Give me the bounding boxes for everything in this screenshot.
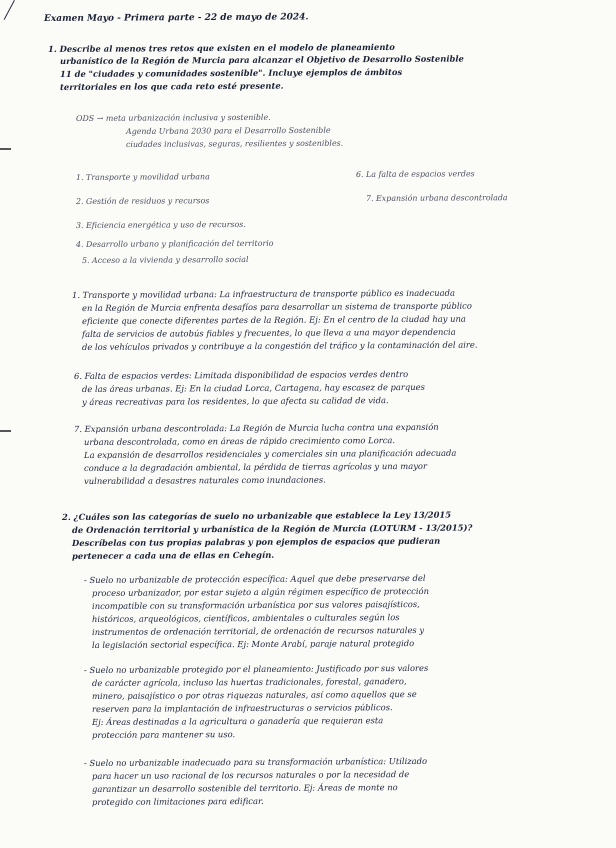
answer-paragraph-line: - Suelo no urbanizable protegido por el planeamiento: Justificado por sus valores: [83, 662, 429, 675]
challenge-list-item: 3. Eficiencia energética y uso de recursos.: [75, 219, 246, 230]
challenge-list-item: 7. Expansión urbana descontrolada: [365, 193, 508, 203]
answer-paragraph-line: de carácter agrícola, incluso las huertas tradicionales, forestal, ganadero,: [91, 676, 407, 688]
question-2-line: pertenecer a cada una de ellas en Cehegín.: [71, 549, 275, 561]
answer-paragraph-line: históricos, arqueológicos, científicos, ambientales o culturales según los: [91, 612, 400, 624]
answer-paragraph-line: conduce a la degradación ambiental, la pérdida de tierras agrícolas y una mayor: [83, 460, 427, 473]
answer-paragraph-line: falta de servicios de autobús fiables y frecuentes, lo que lleva a una mayor dependencia: [81, 326, 456, 339]
margin-pen-stroke: [4, 0, 28, 26]
challenge-list-item: 6. La falta de espacios verdes: [355, 169, 475, 179]
answer-paragraph-line: instrumentos de ordenación territorial, de ordenación de recursos naturales y: [91, 624, 425, 637]
question-2-line: Descríbelas con tus propias palabras y pon ejemplos de espacios que pudieran: [71, 535, 441, 548]
answer-paragraph-line: de los vehículos privados y contribuye a la congestión del tráfico y la contaminación del aire.: [81, 339, 478, 352]
answer-paragraph-line: de las áreas urbanas. Ej: En la ciudad Lorca, Cartagena, hay escasez de parques: [81, 381, 425, 394]
answer-paragraph-line: proceso urbanizador, por estar sujeto a algún régimen específico de protección: [91, 585, 430, 598]
answer-paragraph-line: incompatible con su transformación urbanística por sus valores paisajísticos,: [91, 598, 420, 611]
answer-paragraph-line: eficiente que conecte diferentes partes de la Región. Ej: En el centro de la ciudad hay una: [81, 313, 466, 326]
ods-note: ciudades inclusivas, seguras, resilientes y sostenibles.: [125, 138, 344, 149]
binding-hole-mark: [0, 430, 11, 432]
question-1-line: territoriales en los que cada reto esté presente.: [59, 80, 284, 92]
challenge-list-item: 1. Transporte y movilidad urbana: [75, 172, 210, 182]
answer-paragraph-line: para hacer un uso racional de los recursos naturales o por la necesidad de: [91, 769, 410, 781]
answer-paragraph-line: protección para mantener su uso.: [91, 729, 236, 740]
challenge-list-item: 2. Gestión de residuos y recursos: [75, 196, 210, 206]
answer-paragraph-line: 7. Expansión urbana descontrolada: La Región de Murcia lucha contra una expansión: [73, 421, 439, 434]
answer-paragraph-line: vulnerabilidad a desastres naturales como inundaciones.: [83, 474, 326, 486]
exam-header: Examen Mayo - Primera parte - 22 de mayo de 2024.: [43, 12, 309, 24]
question-1-line: 1. Describe al menos tres retos que existen en el modelo de planeamiento: [47, 41, 395, 54]
answer-paragraph-line: minero, paisajístico o por otras riquezas naturales, así como aquellos que se: [91, 689, 417, 701]
answer-paragraph-line: la legislación sectorial específica. Ej: Monte Arabí, paraje natural protegido: [91, 638, 415, 650]
answer-paragraph-line: - Suelo no urbanizable inadecuado para su transformación urbanística: Utilizado: [83, 755, 428, 768]
answer-paragraph-line: protegido con limitaciones para edificar.: [91, 795, 264, 807]
answer-paragraph-line: Ej: Áreas destinadas a la agricultura o ganadería que requieran esta: [91, 715, 384, 727]
answer-paragraph-line: 1. Transporte y movilidad urbana: La infraestructura de transporte público es inadecuada: [71, 287, 456, 300]
binding-hole-mark: [0, 148, 11, 150]
answer-paragraph-line: reserven para la implantación de infraestructuras o servicios públicos.: [91, 702, 393, 714]
answer-paragraph-line: - Suelo no urbanizable de protección específica: Aquel que debe preservarse del: [83, 572, 426, 585]
answer-paragraph-line: La expansión de desarrollos residenciales y comerciales sin una planificación adecuada: [83, 447, 457, 460]
answer-paragraph-line: garantizar un desarrollo sostenible del territorio. Ej: Áreas de monte no: [91, 782, 398, 794]
answer-paragraph-line: en la Región de Murcia enfrenta desafíos para desarrollar un sistema de transporte público: [81, 300, 472, 313]
answer-paragraph-line: urbana descontrolada, como en áreas de rápido crecimiento como Lorca.: [83, 435, 396, 447]
question-2-line: de Ordenación territorial y urbanística de la Región de Murcia (LOTURM - 13/2015)?: [71, 522, 473, 535]
question-2-line: 2. ¿Cuáles son las categorías de suelo no urbanizable que establece la Ley 13/2015: [61, 509, 452, 522]
ods-note: Agenda Urbana 2030 para el Desarrollo Sostenible: [125, 125, 331, 136]
ods-note: ODS → meta urbanización inclusiva y sostenible.: [75, 112, 271, 123]
answer-paragraph-line: y áreas recreativas para los residentes, lo que afecta su calidad de vida.: [81, 395, 389, 407]
answer-paragraph-line: 6. Falta de espacios verdes: Limitada disponibilidad de espacios verdes dentro: [73, 368, 409, 381]
challenge-list-item: 5. Acceso a la vivienda y desarrollo social: [81, 254, 249, 265]
challenge-list-item: 4. Desarrollo urbano y planificación del territorio: [75, 238, 274, 249]
question-1-line: 11 de "ciudades y comunidades sostenible". Incluye ejemplos de ámbitos: [59, 66, 403, 79]
question-1-line: urbanístico de la Región de Murcia para alcanzar el Objetivo de Desarrollo Sostenible: [59, 53, 464, 66]
